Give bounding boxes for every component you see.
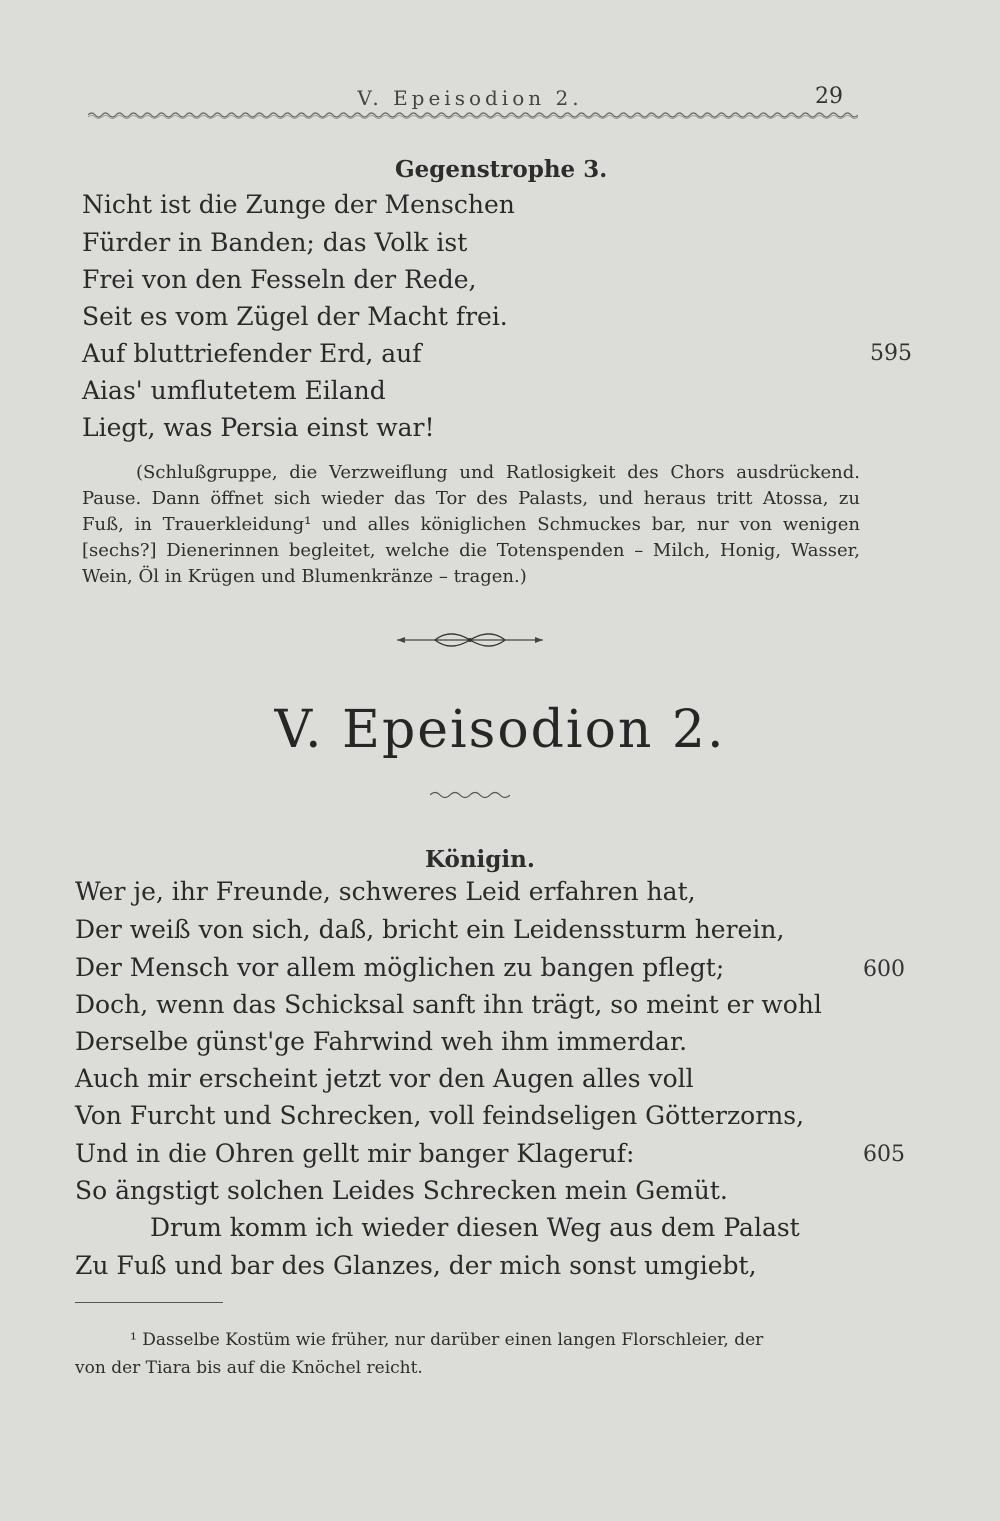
line-number: 600 <box>863 957 905 982</box>
footnote-line: von der Tiara bis auf die Knöchel reicht. <box>75 1358 423 1378</box>
verse-line: Derselbe günst'ge Fahrwind weh ihm immerdar. <box>75 1027 688 1056</box>
verse-line: Doch, wenn das Schicksal sanft ihn trägt, so meint er wohl <box>75 990 822 1019</box>
stage-direction-line: [sechs?] Dienerinnen begleitet, welche die Totenspenden – Milch, Honig, Wasser, <box>82 540 860 561</box>
episode-title: V. Epeisodion 2. <box>274 700 726 760</box>
verse-line: Seit es vom Zügel der Macht frei. <box>82 302 508 331</box>
stage-direction-line: (Schlußgruppe, die Verzweiflung und Ratlosigkeit des Chors ausdrückend. <box>136 462 860 483</box>
verse-line: Fürder in Banden; das Volk ist <box>82 228 468 257</box>
verse-line: Der Mensch vor allem möglichen zu bangen pflegt; <box>75 953 725 982</box>
verse-line: Von Furcht und Schrecken, voll feindseligen Götterzorns, <box>75 1101 805 1130</box>
verse-line: Und in die Ohren gellt mir banger Klageruf: <box>75 1139 635 1168</box>
verse-line: Der weiß von sich, daß, bricht ein Leidenssturm herein, <box>75 915 785 944</box>
verse-line: Zu Fuß und bar des Glanzes, der mich sonst umgiebt, <box>75 1251 757 1280</box>
footnote-line: ¹ Dasselbe Kostüm wie früher, nur darüber einen langen Florschleier, der <box>130 1330 764 1350</box>
decorative-ornament <box>395 630 545 650</box>
stage-direction-line: Pause. Dann öffnet sich wieder das Tor des Palasts, und heraus tritt Atossa, zu <box>82 488 860 509</box>
footnote <box>75 1326 855 1382</box>
verse-line: Auf bluttriefender Erd, auf <box>82 339 422 368</box>
verse-line: Wer je, ihr Freunde, schweres Leid erfahren hat, <box>75 877 696 906</box>
verse-line: Drum komm ich wieder diesen Weg aus dem Palast <box>150 1213 800 1242</box>
header-wavy-rule <box>88 108 858 122</box>
verse-line: So ängstigt solchen Leides Schrecken mein Gemüt. <box>75 1176 728 1205</box>
speaker-name: Königin. <box>425 846 535 873</box>
line-number: 595 <box>870 341 912 366</box>
title-squiggle <box>430 790 510 800</box>
stage-direction <box>82 460 860 590</box>
verse-line: Liegt, was Persia einst war! <box>82 413 435 442</box>
verse-line: Nicht ist die Zunge der Menschen <box>82 190 515 219</box>
verse-line: Auch mir erscheint jetzt vor den Augen alles voll <box>75 1064 694 1093</box>
verse-line: Frei von den Fesseln der Rede, <box>82 265 477 294</box>
page-number: 29 <box>815 84 843 109</box>
line-number: 605 <box>863 1142 905 1167</box>
footnote-rule <box>75 1302 223 1303</box>
stage-direction-line: Wein, Öl in Krügen und Blumenkränze – tragen.) <box>82 566 527 587</box>
running-title: V. Epeisodion 2. <box>357 86 583 110</box>
verse-line: Aias' umflutetem Eiland <box>82 376 386 405</box>
stage-direction-line: Fuß, in Trauerkleidung¹ und alles königlichen Schmuckes bar, nur von wenigen <box>82 514 860 535</box>
strophe-heading: Gegenstrophe 3. <box>395 156 608 183</box>
